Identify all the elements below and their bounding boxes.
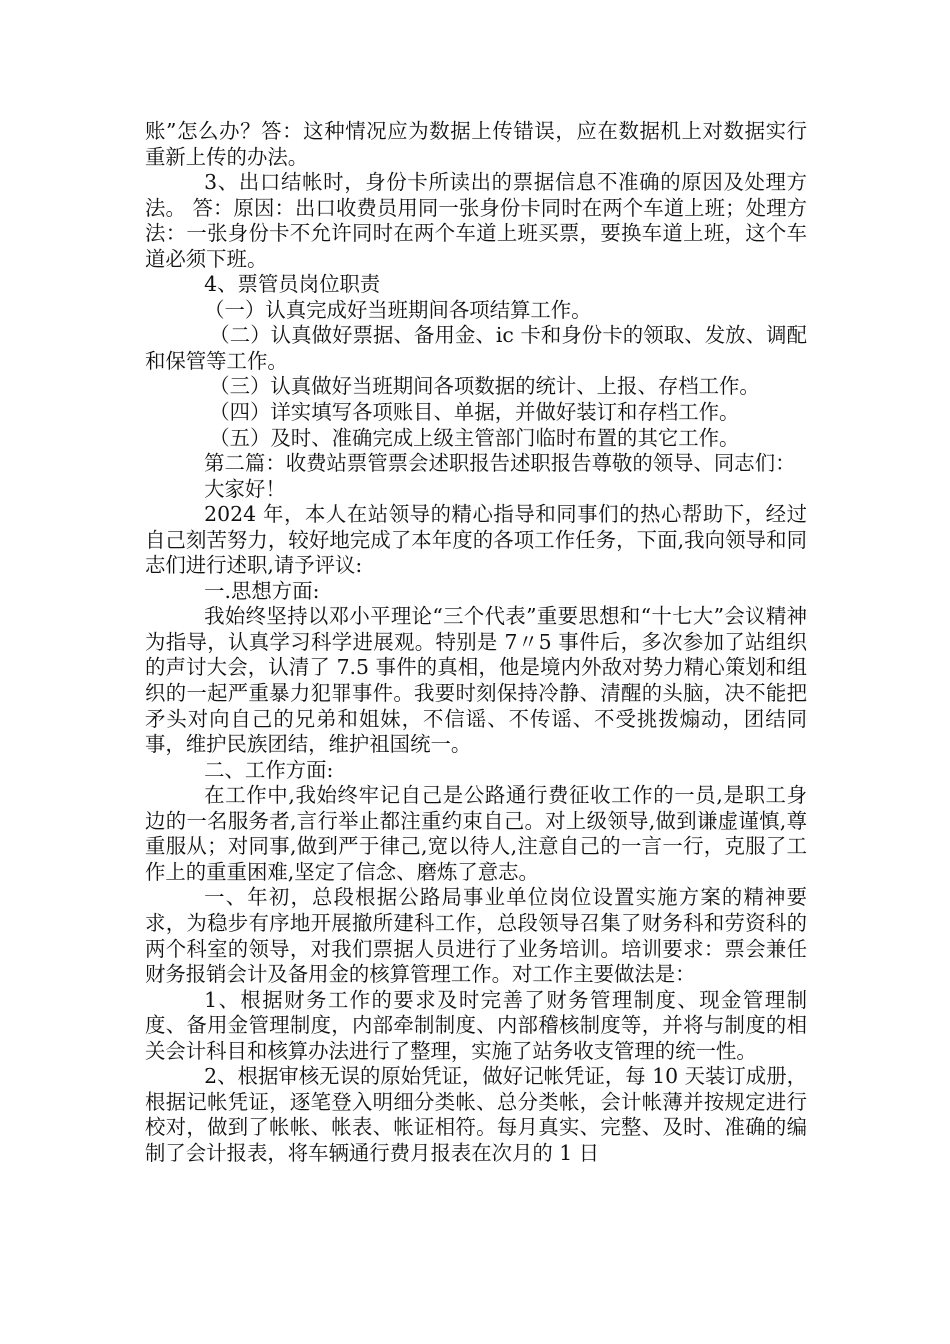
paragraph-3: 4、票管员岗位职责 <box>204 272 381 297</box>
paragraph-6: （三）认真做好当班期间各项数据的统计、上报、存档工作。 <box>209 374 760 399</box>
paragraph-point-1: 1、根据财务工作的要求及时完善了财务管理制度、现金管理制度、备用金管理制度，内部牵制制度、内部稽核制度等，并将与制度的相关会计科目和核算办法进行了整理，实施了站务收支管理的统一性。 <box>145 987 807 1063</box>
section-heading-second-part: 第二篇：收费站票管票会述职报告述职报告尊敬的领导、同志们： <box>204 451 796 476</box>
paragraph-1: 账”怎么办？答：这种情况应为数据上传错误，应在数据机上对数据实行重新上传的办法。 <box>145 119 807 169</box>
paragraph-2: 3、出口结帐时，身份卡所读出的票据信息不准确的原因及处理方法。 答：原因：出口收费员用同一张身份卡同时在两个车道上班；处理方法：一张身份卡不允许同时在两个车道上班买票，要换车道上班，这个车道必须下班。 <box>145 170 807 271</box>
paragraph-point-2: 2、根据审核无误的原始凭证，做好记帐凭证，每 10 天装订成册，根据记帐凭证，逐笔登入明细分类帐、总分类帐，会计帐薄并按规定进行校对，做到了帐帐、帐表、帐证相符。每月真实、完整、及时、准确的编制了会计报表，将车辆通行费月报表在次月的 1 日 <box>145 1064 807 1165</box>
paragraph-7: （四）详实填写各项账目、单据，并做好装订和存档工作。 <box>209 400 740 425</box>
document-page <box>145 119 807 1166</box>
paragraph-year-start: 一、年初，总段根据公路局事业单位岗位设置实施方案的精神要求，为稳步有序地开展撤所建科工作，总段领导召集了财务科和劳资科的两个科室的领导，对我们票据人员进行了业务培训。培训要求：票会兼任财务报销会计及备用金的核算管理工作。对工作主要做法是： <box>145 885 807 987</box>
paragraph-8: （五）及时、准确完成上级主管部门临时布置的其它工作。 <box>209 425 740 450</box>
subheading-work: 二、工作方面: <box>204 757 334 782</box>
greeting: 大家好！ <box>204 476 286 501</box>
paragraph-5: （二）认真做好票据、备用金、ic 卡和身份卡的领取、发放、调配和保管等工作。 <box>145 323 807 373</box>
paragraph-work: 在工作中,我始终牢记自己是公路通行费征收工作的一员,是职工身边的一名服务者,言行举止都注重约束自己。对上级领导,做到谦虚谨慎,尊重服从；对同事,做到严于律己,宽以待人,注意自己的一言一行，克服了工作上的重重困难,坚定了信念、磨炼了意志。 <box>145 783 807 884</box>
subheading-thought: 一.思想方面: <box>204 578 320 603</box>
paragraph-intro: 2024 年，本人在站领导的精心指导和同事们的热心帮助下，经过自己刻苦努力，较好地完成了本年度的各项工作任务，下面,我向领导和同志们进行述职,请予评议: <box>145 502 807 578</box>
paragraph-4: （一）认真完成好当班期间各项结算工作。 <box>204 297 592 322</box>
paragraph-thought: 我始终坚持以邓小平理论“三个代表”重要思想和“十七大”会议精神为指导，认真学习科学进展观。特别是 7〃5 事件后，多次参加了站组织的声讨大会，认清了 7.5 事件的真相，他是境内外敌对势力精心策划和组织的一起严重暴力犯罪事件。我要时刻保持冷静、清醒的头脑，决不能把矛头对向自己的兄弟和姐妹，不信谣、不传谣、不受挑拨煽动，团结同事，维护民族团结，维护祖国统一。 <box>145 604 807 757</box>
